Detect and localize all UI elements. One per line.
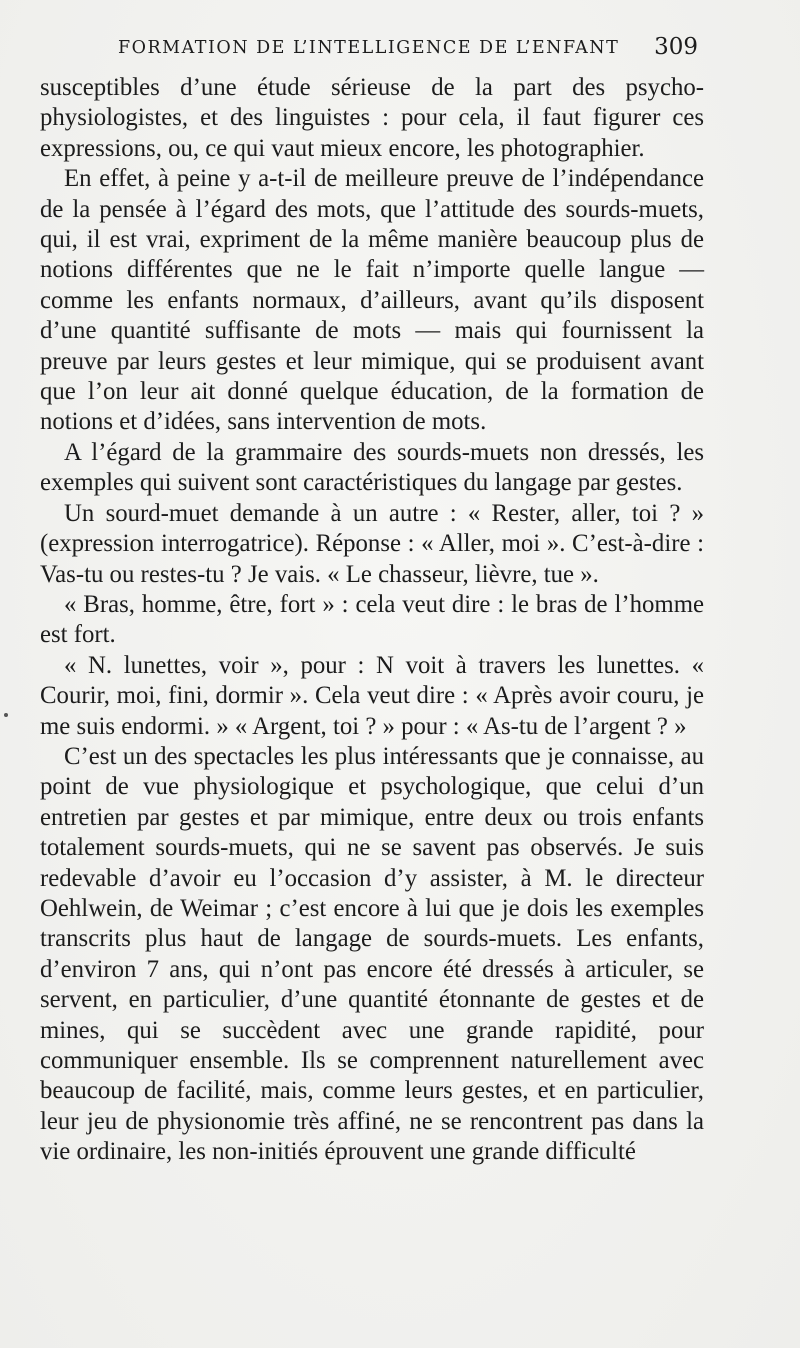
paragraph: En effet, à peine y a-t-il de meilleure preuve de l’indépendance de la pensée à l’égard des mots, que l’attitude des sourds-muets, qui, il est vrai, expriment de la même manière beaucoup plus de notions différentes que ne le fait n’importe quelle langue — comme les enfants normaux, d’ailleurs, avant qu’ils disposent d’une quantité suffisante de mots — mais qui fournissent la preuve par leurs gestes et leur mimique, qui se produisent avant que l’on leur ait donné quelque éducation, de la formation de notions et d’idées, sans intervention de mots. bbox=[40, 165, 704, 436]
paragraph: A l’égard de la grammaire des sourds-muets non dressés, les exemples qui suivent sont caractéristiques du langage par gestes. bbox=[40, 438, 704, 497]
paragraph: Un sourd-muet demande à un autre : « Rester, aller, toi ? » (expression interrogatrice). Réponse : « Aller, moi ». C’est-à-dire : Vas-tu ou restes-tu ? Je vais. « Le chasseur, lièvre, tue ». bbox=[40, 499, 704, 588]
paragraph: « N. lunettes, voir », pour : N voit à travers les lunettes. « Courir, moi, fini, dormir ». Cela veut dire : « Après avoir couru, je me suis endormi. » « Argent, toi ? » pour : « As-tu de l’argent ? » bbox=[40, 651, 704, 740]
paragraph: « Bras, homme, être, fort » : cela veut dire : le bras de l’homme est fort. bbox=[40, 590, 704, 649]
page-header bbox=[118, 34, 708, 64]
paragraph-continued: susceptibles d’une étude sérieuse de la part des psycho-physiologistes, et des linguistes : pour cela, il faut figurer ces expressions, ou, ce qui vaut mieux encore, les photographier. bbox=[40, 74, 704, 162]
margin-speck bbox=[4, 713, 8, 717]
page-body bbox=[40, 73, 704, 1168]
paragraph: C’est un des spectacles les plus intéressants que je connaisse, au point de vue physiologique et psychologique, que celui d’un entretien par gestes et par mimique, entre deux ou trois enfants totalement sourds-muets, qui ne se savent pas observés. Je suis redevable d’avoir eu l’occasion d’y assister, à M. le directeur Oehlwein, de Weimar ; c’est encore à lui que je dois les exemples transcrits plus haut de langage de sourds-muets. Les enfants, d’environ 7 ans, qui n’ont pas encore été dressés à articuler, se servent, en particulier, d’une quantité étonnante de gestes et de mines, qui se succèdent avec une grande rapidité, pour communiquer ensemble. Ils se comprennent naturellement avec beaucoup de facilité, mais, comme leurs gestes, et en particulier, leur jeu de physionomie très affiné, ne se rencontrent pas dans la vie ordinaire, les non-initiés éprouvent une grande difficulté bbox=[40, 742, 704, 1166]
running-head: FORMATION DE L’INTELLIGENCE DE L’ENFANT bbox=[118, 38, 620, 58]
page-number: 309 bbox=[654, 34, 698, 60]
